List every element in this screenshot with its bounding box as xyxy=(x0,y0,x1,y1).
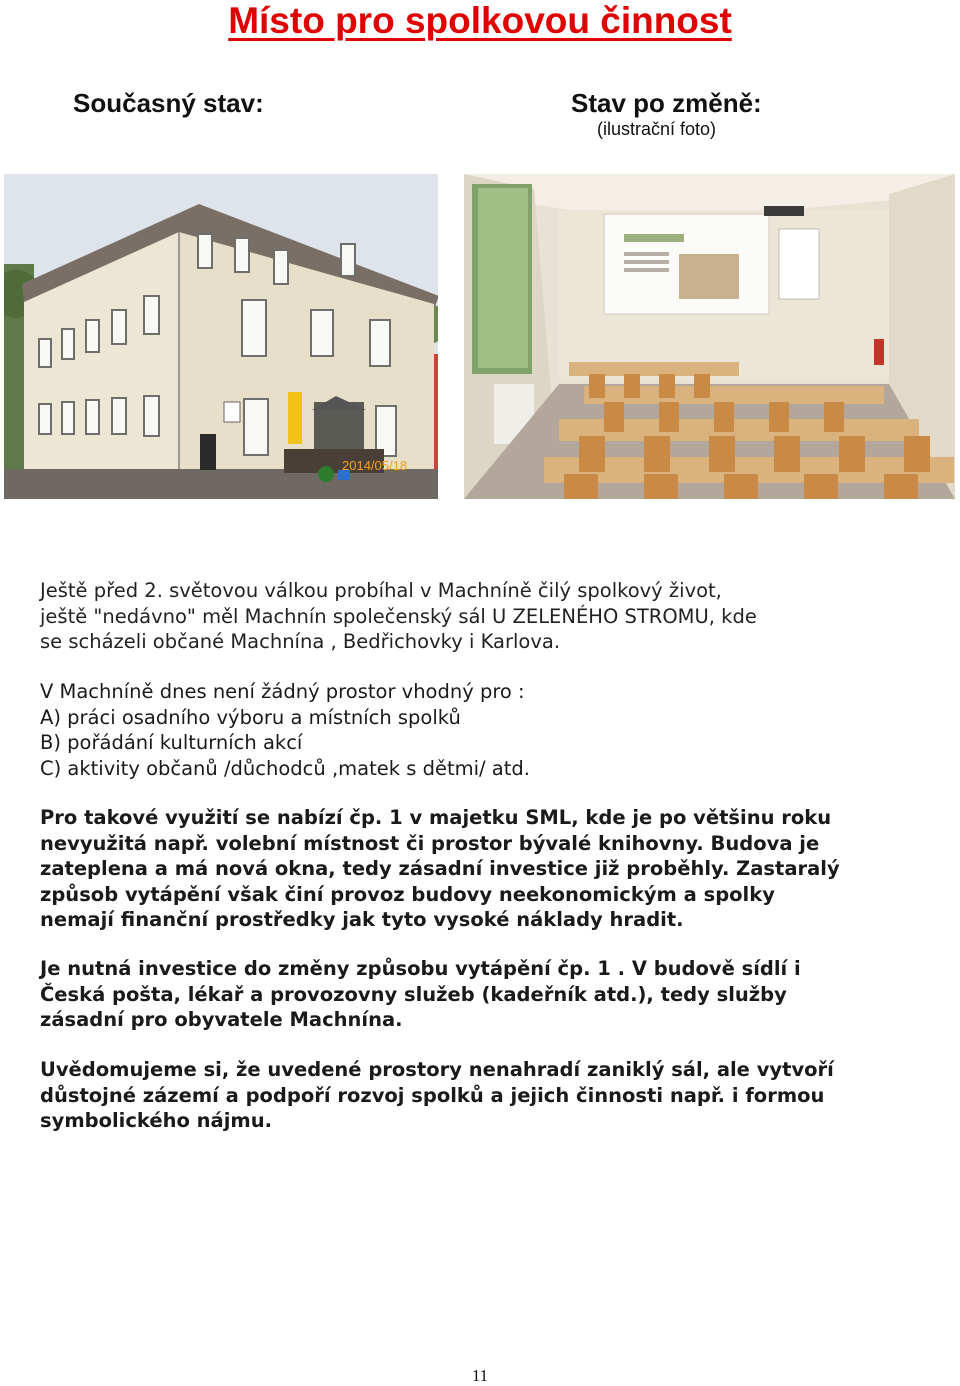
page-title: Místo pro spolkovou činnost xyxy=(228,0,732,41)
building-photo xyxy=(4,174,438,499)
meeting-room-photo xyxy=(464,174,955,499)
investment-paragraph: Je nutná investice do změny způsobu vytápění čp. 1 . V budově sídlí i Česká pošta, lékař a provozovny služeb (kadeřník atd.), tedy služby zásadní pro obyvatele Machnína. xyxy=(40,957,801,1031)
needs-paragraph: V Machníně dnes není žádný prostor vhodný pro : A) práci osadního výboru a místních spolků B) pořádání kulturních akcí C) aktivity občanů /důchodců ,matek s dětmi/ atd. xyxy=(40,680,530,780)
photo-date-stamp: 2014/05/18 xyxy=(342,458,408,473)
offer-paragraph: Pro takové využití se nabízí čp. 1 v majetku SML, kde je po většinu roku nevyužitá např. volební místnost či prostor bývalé knihovny. Budova je zateplena a má nová okna, tedy zásadní investice již proběhly. Zastaralý způsob vytápění však činí provoz budovy neekonomickým a spolky nemají finanční prostředky jak tyto vysoké náklady hradit. xyxy=(40,806,840,931)
illustrative-photo-note: (ilustrační foto) xyxy=(597,119,717,139)
current-state-heading: Současný stav: xyxy=(73,88,264,118)
conclusion-paragraph: Uvědomujeme si, že uvedené prostory nenahradí zaniklý sál, ale vytvoří důstojné zázemí a podpoří rozvoj spolků a jejich činnosti např. i formou symbolického nájmu. xyxy=(40,1058,834,1132)
after-change-heading: Stav po změně: xyxy=(571,88,762,118)
history-paragraph: Ještě před 2. světovou válkou probíhal v Machníně čilý spolkový život, ještě "nedávno" měl Machnín společenský sál U ZELENÉHO STROMU, kde se scházeli občané Machnína , Bedřichovky i Karlova. xyxy=(40,579,757,653)
page-number: 11 xyxy=(471,1366,489,1385)
